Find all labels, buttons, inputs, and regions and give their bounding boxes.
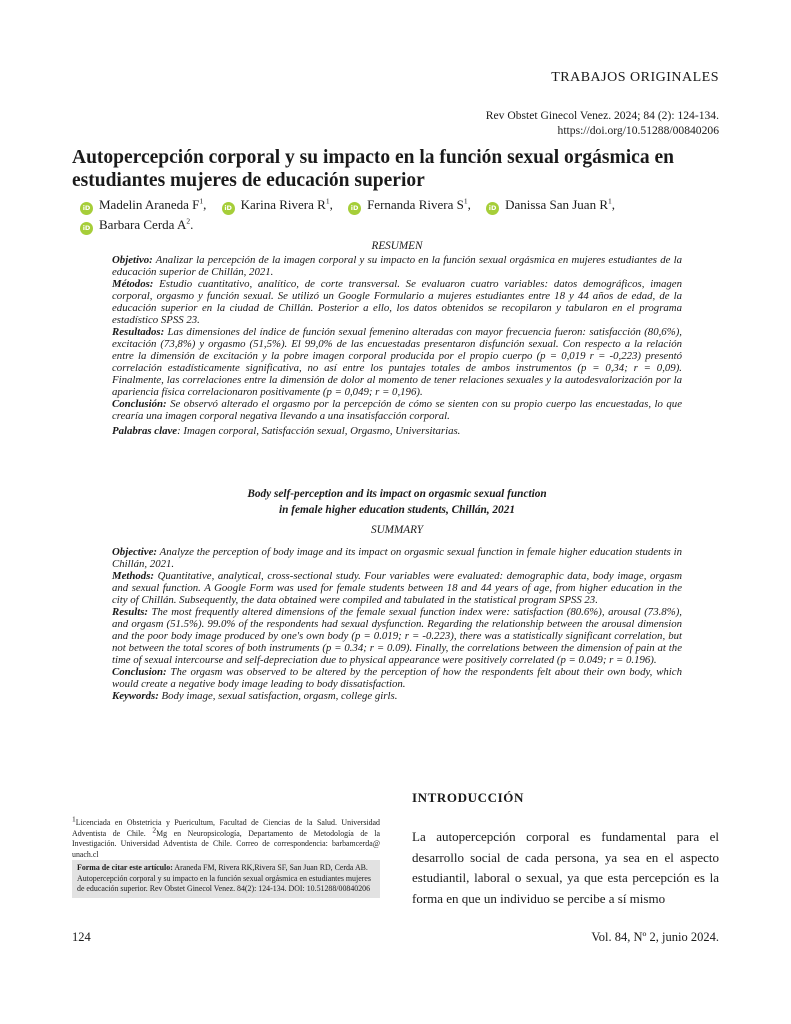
author-separator: , [203, 197, 207, 212]
conclusion-text: Se observó alterado el orgasmo por la percepción de cómo se sienten con su propio cuerpo las encuestadas, lo que crearía una imagen corporal negativa llevando a una insatisfacción corporal. [112, 398, 682, 422]
author[interactable] [222, 195, 333, 215]
keywords-paragraph [112, 690, 682, 702]
resultados-text: Las dimensiones del índice de función sexual femenino alteradas con mayor frecuencia fueron: satisfacción (80,6%), excitación (73,8%) y orgasmo (51,5%). El 99,0% de las encuestadas presentaron disfunción sexual. Con respecto a la relación entre la dimensión de excitación y la pobre imagen corporal producida por el propio cuerpo (p = 0,019 r = -0,223) presentó correlación estadísticamente significativa, no así entre los puntajes totales de ambos instrumentos (p = 0,34; r = 0,09). Finalmente, las correlaciones entre la dimensión de dolor al momento de tener relaciones sexuales y la autodesvalorización por la apariencia física correlacionaron positivamente (p = 0,049; r = 0,196). [112, 326, 682, 398]
conclusion-paragraph [112, 398, 682, 422]
orcid-icon[interactable]: iD [80, 222, 93, 235]
author-separator: , [611, 197, 616, 212]
summary-body [112, 546, 682, 702]
author[interactable] [486, 195, 615, 215]
how-to-cite-box [72, 860, 380, 898]
affiliation-mark: 1 [608, 196, 612, 206]
conclusion-en-text: The orgasm was observed to be altered by the perception of how the respondents felt about their own body, which would create a negative body image leading to body dissatisfaction. [112, 666, 682, 690]
objective-text: Analyze the perception of body image and its impact on orgasmic sexual function in female higher education students in Chillán, 2021. [112, 546, 682, 570]
footnote-mark: 2 [152, 824, 157, 834]
results-text: The most frequently altered dimensions of the female sexual function index were: satisfaction (80.6%), arousal (73.8%), and orgasm (51.5%). 99.0% of the respondents had sexual dysfunction. Regarding the relationship between the arousal dimension and the poor body image produced by one's own body (p = 0.019; r = -0.223), there was a statistically significant correlation, but not between the total scores of both instruments (p = 0.34; r = 0.09). Finally, the correlations between the dimension of pain at the time of sexual intercourse and self-depreciation due to physical appearance were positively correlated (p = 0.049; r = 0.196). [112, 606, 682, 666]
page-number: 124 [72, 930, 91, 944]
author-separator: , [329, 197, 333, 212]
methods-text: Quantitative, analytical, cross-sectional study. Four variables were evaluated: demographic data, body image, orgasm and sexual function. A Google Form was used for female students between 18 and 44 years of age, from higher education in the city of Chillán. Subsequently, the data obtained were compiled and tabulated in the statistical program SPSS 23. [112, 570, 682, 606]
cite-text: Araneda FM, Rivera RK,Rivera SF, San Juan RD, Cerda AB. Autopercepción corporal y su impacto en la función sexual orgásmica en estudiantes mujeres de educación superior. Rev Obstet Ginecol Venez. 84(2): 124-134. DOI: 10.51288/00840206 [77, 863, 371, 893]
author-name: Danissa San Juan R [505, 197, 609, 212]
orcid-icon[interactable]: iD [222, 202, 235, 215]
palabras-clave [112, 425, 682, 437]
author[interactable] [80, 195, 206, 215]
affiliation-mark: 1 [325, 196, 330, 206]
journal-citation [486, 108, 719, 138]
footnote-mark: 1 [72, 814, 76, 824]
english-title-line: Body self-perception and its impact on orgasmic sexual function [247, 488, 547, 500]
author-name: Fernanda Rivera S [367, 197, 464, 212]
author[interactable] [348, 195, 471, 215]
resultados-label: Resultados: [112, 326, 165, 338]
resumen-body [112, 254, 682, 437]
results-paragraph [112, 606, 682, 666]
author-list [80, 195, 720, 235]
resultados-paragraph [112, 326, 682, 398]
cite-label: Forma de citar este artículo: [77, 863, 173, 872]
keywords-text: : Imagen corporal, Satisfacción sexual, Orgasmo, Universitarias. [177, 425, 461, 437]
summary-heading: SUMMARY [371, 524, 423, 536]
methods-paragraph [112, 570, 682, 606]
affiliation-mark: 2 [186, 216, 191, 226]
objetivo-paragraph [112, 254, 682, 278]
metodos-paragraph [112, 278, 682, 326]
section-label: TRABAJOS ORIGINALES [551, 70, 719, 85]
conclusion-en-label: Conclusion: [112, 666, 167, 678]
english-title-line: in female higher education students, Chillán, 2021 [278, 504, 515, 516]
objective-label: Objective: [112, 546, 157, 558]
author-name: Karina Rivera R [240, 197, 326, 212]
affiliation-mark: 1 [463, 196, 468, 206]
author-separator: . [190, 217, 194, 232]
keywords-en-label: Keywords: [112, 690, 159, 702]
objective-paragraph [112, 546, 682, 570]
keywords-label: Palabras clave [112, 425, 178, 437]
doi-link[interactable]: https://doi.org/10.51288/00840206 [557, 124, 719, 137]
introduction-text: La autopercepción corporal es fundamental para el desarrollo social de cada persona, ya sea en el aspecto estudiantil, laboral o sexual, ya que esta percepción es la forma en que un individuo se percibe a sí mismo [412, 829, 719, 906]
journal-reference: Rev Obstet Ginecol Venez. 2024; 84 (2): 124-134. [485, 109, 719, 122]
conclusion-en-paragraph [112, 666, 682, 690]
author-separator: , [467, 197, 471, 212]
author[interactable] [80, 215, 193, 235]
issue-info: Vol. 84, Nº 2, junio 2024. [591, 930, 719, 944]
methods-label: Methods: [112, 570, 154, 582]
introduction-heading: INTRODUCCIÓN [412, 790, 524, 805]
orcid-icon[interactable]: iD [80, 202, 93, 215]
keywords-en-text: Body image, sexual satisfaction, orgasm, college girls. [158, 690, 398, 702]
metodos-label: Métodos: [112, 278, 154, 290]
author-name: Barbara Cerda A [99, 217, 187, 232]
article-title: Autopercepción corporal y su impacto en la función sexual orgásmica en estudiantes mujeres de educación superior [72, 147, 674, 191]
affiliation-mark: 1 [199, 196, 204, 206]
orcid-icon[interactable]: iD [348, 202, 361, 215]
english-title [112, 486, 682, 518]
resumen-heading: RESUMEN [371, 240, 423, 252]
results-label: Results: [112, 606, 148, 618]
objetivo-text: Analizar la percepción de la imagen corporal y su impacto en la función sexual orgásmica en mujeres estudiantes de la educación superior de Chillán, 2021. [112, 254, 682, 278]
objetivo-label: Objetivo: [112, 254, 153, 266]
affiliation-footnote [72, 814, 380, 860]
orcid-icon[interactable]: iD [486, 202, 499, 215]
author-name: Madelin Araneda F [99, 197, 200, 212]
affiliation-2: Mg en Neuropsicología, Departamento de Metodología de la Investigación. Universidad Adventista de Chile. Correo de correspondencia: barbamcerda@ unach.cl [72, 828, 380, 859]
affiliation-1: Licenciada en Obstetricia y Puericultum, Facultad de Ciencias de la Salud. Universidad Adventista de Chile. [72, 818, 380, 838]
metodos-text: Estudio cuantitativo, analítico, de corte transversal. Se evaluaron cuatro variables: datos demográficos, imagen corporal, orgasmo y función sexual. Se utilizó un Google Formulario a mujeres estudiantes entre 18 y 44 años de edad, de la educación superior en la ciudad de Chillán. Posterior a ello, los datos obtenidos se recopilaron y tabularon en el programa estadístico SPSS 23. [112, 278, 682, 326]
conclusion-label: Conclusión: [112, 398, 167, 410]
